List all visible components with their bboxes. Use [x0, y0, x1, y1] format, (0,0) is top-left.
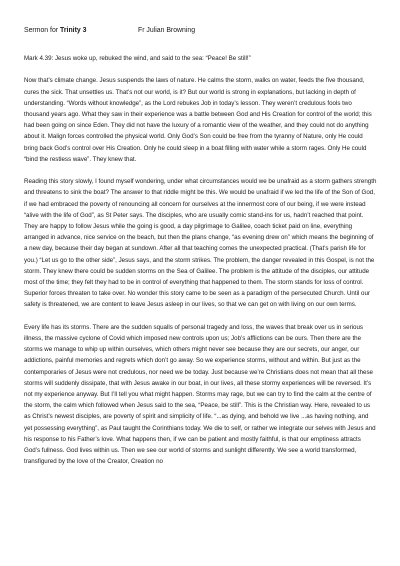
title-prefix: Sermon for [24, 27, 59, 34]
page-header [24, 25, 376, 37]
paragraph-3: Every life has its storms. There are the sudden squalls of personal tragedy and loss, the waves that break over us in serious illness, the massive cyclone of Covid which imposed new controls upon us; Job’s afflictions can be ours. Then there are the storms we manage to whip up within ourselves, which others might never see because they are our secrets, our anger, our addictions, painful memories and regrets which don’t go away. So we experience storms, without and within. But just as the contemporaries of Jesus were not credulous, nor need we be today. Just because we’re Christians does not mean that all these storms will suddenly dissipate, that with Jesus awake in our boat, in our lives, all these stormy experiences will be reversed. It’s not my experience anyway. But I’ll tell you what might happen. Storms may rage, but we can try to find the calm at the centre of the storm, the calm which followed when Jesus said to the sea, “Peace, be still”. This is the Christian way. Here, revealed to us as Christ’s newest disciples, are poverty of spirit and simplicity of life. “...as dying, and behold we live ...as having nothing, and yet possessing everything”, as Paul taught the Corinthians today. We die to self, or rather we integrate our selves with Jesus and his response to his Father’s love. What happens then, if we can be patient and mostly faithful, is that our emptiness attracts God’s fullness. God lives within us. Then we see our world of storms and sunlight differently. We see a world transformed, transfigured by the love of the Creator, Creation no [24, 323, 376, 466]
paragraph-1: Now that’s climate change. Jesus suspends the laws of nature. He calms the storm, walks on water, feeds the five thousand, cures the sick. That unsettles us. That’s not our world, is it? But our world is strong in explanations, but lacking in depth of understanding. “Words without knowledge”, as the Lord rebukes Job in today’s lesson. They weren’t credulous fools two thousand years ago. What they saw in their experience was a battle between God and His Creation for control of the world; this had been going on since Eden. They did not have the luxury of a romantic view of the weather, and they could not do anything about it. Malign forces controlled the physical world. Only God’s Son could be free from the tyranny of Nature, only He could bring back God’s control over His Creation. Only he could sleep in a boat filling with water while a storm rages. Only He could “bind the restless wave”. They knew that. [24, 77, 372, 163]
sermon-title [24, 25, 86, 37]
title-occasion: Trinity 3 [60, 27, 87, 34]
author-name: Fr Julian Browning [138, 27, 196, 34]
sermon-body [24, 53, 378, 479]
paragraph-2: Reading this story slowly, I found myself wondering, under what circumstances would we be unafraid as a storm gathers strength and threatens to sink the boat? The answer to that riddle might be this. We would be unafraid if we led the life of the Son of God, if we had embraced the poverty of renouncing all concern for ourselves at the innermost core of our being, if we were instead “alive with the life of God”, as St Peter says. The disciples, who are usually comic stand-ins for us, hadn’t reached that point. They are happy to follow Jesus while the going is good, a day pilgrimage to Galilee, coach ticket paid on line, everything arranged in advance, nice service on the beach, but then the plans change, “as evening drew on” which means the beginning of a new day, because their day began at sundown. After all that teaching comes the unexpected practical. (That’s parish life for you.) “Let us go to the other side”, Jesus says, and the storm strikes. The problem, the danger revealed in this Gospel, is not the storm. They knew there could be sudden storms on the Sea of Galilee. The problem is the attitude of the disciples, our attitude most of the time; they felt they had to be in control of everything that happened to them. The storm stands for loss of control. Superior forces threaten to take over. No wonder this story came to be seen as a paradigm of the persecuted Church. Until our safety is threatened, we are content to leave Jesus asleep in our lives, so that we can get on with living on our own terms. [24, 178, 377, 309]
scripture-epigraph: Mark 4.39: Jesus woke up, rebuked the wind, and said to the sea: “Peace! Be still!” [24, 55, 251, 62]
